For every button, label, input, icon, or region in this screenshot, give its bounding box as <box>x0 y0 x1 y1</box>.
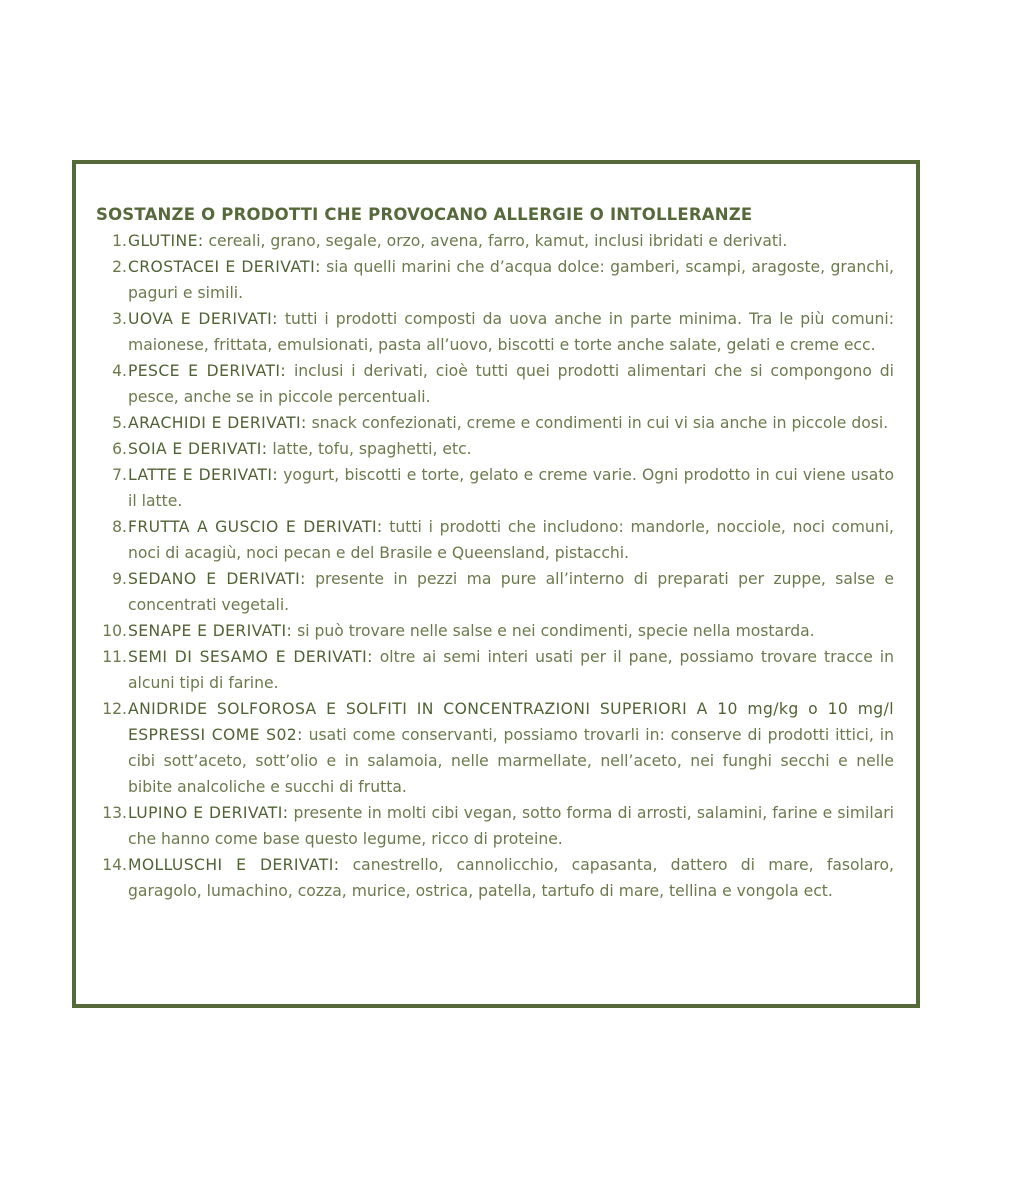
item-number: 11. <box>102 648 127 666</box>
item-number: 6. <box>112 440 127 458</box>
item-description: presente in molti cibi vegan, sotto forma di arrosti, salamini, farine e similari che hanno come base questo legume, ricco di proteine. <box>128 804 894 848</box>
item-name: MOLLUSCHI E DERIVATI: <box>128 856 340 874</box>
item-name: LUPINO E DERIVATI: <box>128 804 289 822</box>
item-description: tutti i prodotti che includono: mandorle, nocciole, noci comuni, noci di acagiù, noci pecan e del Brasile e Queensland, pistacchi. <box>128 518 894 562</box>
item-number: 13. <box>102 804 127 822</box>
item-name: UOVA E DERIVATI: <box>128 310 278 328</box>
item-number: 7. <box>112 466 127 484</box>
item-name: ANIDRIDE SOLFOROSA E SOLFITI IN CONCENTRAZIONI SUPERIORI A 10 mg/kg o 10 mg/l ESPRESSI COME S02: <box>128 700 894 744</box>
list-item <box>96 306 894 358</box>
item-description: canestrello, cannolicchio, capasanta, dattero di mare, fasolaro, garagolo, lumachino, cozza, murice, ostrica, patella, tartufo di mare, tellina e vongola ect. <box>128 856 894 900</box>
item-name: PESCE E DERIVATI: <box>128 362 287 380</box>
item-description: tutti i prodotti composti da uova anche in parte minima. Tra le più comuni: maionese, frittata, emulsionati, pasta all’uovo, biscotti e torte anche salate, gelati e creme ecc. <box>128 310 894 354</box>
list-item <box>96 228 894 254</box>
item-name: SOIA E DERIVATI: <box>128 440 268 458</box>
item-description: yogurt, biscotti e torte, gelato e creme varie. Ogni prodotto in cui viene usato il latte. <box>128 466 894 510</box>
list-item <box>96 436 894 462</box>
item-number: 12. <box>102 700 127 718</box>
item-number: 14. <box>102 856 127 874</box>
item-description: presente in pezzi ma pure all’interno di preparati per zuppe, salse e concentrati vegetali. <box>128 570 894 614</box>
item-name: SENAPE E DERIVATI: <box>128 622 293 640</box>
item-description: oltre ai semi interi usati per il pane, possiamo trovare tracce in alcuni tipi di farine. <box>128 648 895 692</box>
item-description: latte, tofu, spaghetti, etc. <box>267 440 472 458</box>
item-name: SEMI DI SESAMO E DERIVATI: <box>128 648 373 666</box>
item-name: ARACHIDI E DERIVATI: <box>128 414 307 432</box>
item-name: SEDANO E DERIVATI: <box>128 570 306 588</box>
list-item <box>96 514 894 566</box>
item-name: GLUTINE: <box>128 232 204 250</box>
item-description: si può trovare nelle salse e nei condimenti, specie nella mostarda. <box>292 622 815 640</box>
item-description: snack confezionati, creme e condimenti in cui vi sia anche in piccole dosi. <box>306 414 889 432</box>
list-item <box>96 462 894 514</box>
list-item <box>96 566 894 618</box>
list-item <box>96 254 894 306</box>
list-item <box>96 618 894 644</box>
list-item <box>96 852 894 904</box>
item-number: 9. <box>112 570 127 588</box>
list-item <box>96 696 894 800</box>
item-number: 8. <box>112 518 127 536</box>
item-name: CROSTACEI E DERIVATI: <box>128 258 321 276</box>
item-number: 3. <box>112 310 127 328</box>
item-number: 2. <box>112 258 127 276</box>
item-description: cereali, grano, segale, orzo, avena, farro, kamut, inclusi ibridati e derivati. <box>203 232 788 250</box>
item-number: 1. <box>112 232 127 250</box>
item-description: sia quelli marini che d’acqua dolce: gamberi, scampi, aragoste, granchi, paguri e simili. <box>128 258 894 302</box>
page-title: SOSTANZE O PRODOTTI CHE PROVOCANO ALLERGIE O INTOLLERANZE <box>96 205 753 224</box>
item-number: 10. <box>102 622 127 640</box>
allergen-list <box>96 228 894 904</box>
list-item <box>96 644 894 696</box>
item-name: FRUTTA A GUSCIO E DERIVATI: <box>128 518 383 536</box>
item-name: LATTE E DERIVATI: <box>128 466 278 484</box>
item-number: 5. <box>112 414 127 432</box>
list-item <box>96 358 894 410</box>
list-item <box>96 410 894 436</box>
allergen-box <box>72 160 920 1008</box>
item-number: 4. <box>112 362 127 380</box>
item-description: inclusi i derivati, cioè tutti quei prodotti alimentari che si compongono di pesce, anche se in piccole percentuali. <box>128 362 894 406</box>
list-item <box>96 800 894 852</box>
item-description: usati come conservanti, possiamo trovarli in: conserve di prodotti ittici, in cibi sott’aceto, sott’olio e in salamoia, nelle marmellate, nell’aceto, nei funghi secchi e nelle bibite analcoliche e succhi di frutta. <box>128 726 894 796</box>
